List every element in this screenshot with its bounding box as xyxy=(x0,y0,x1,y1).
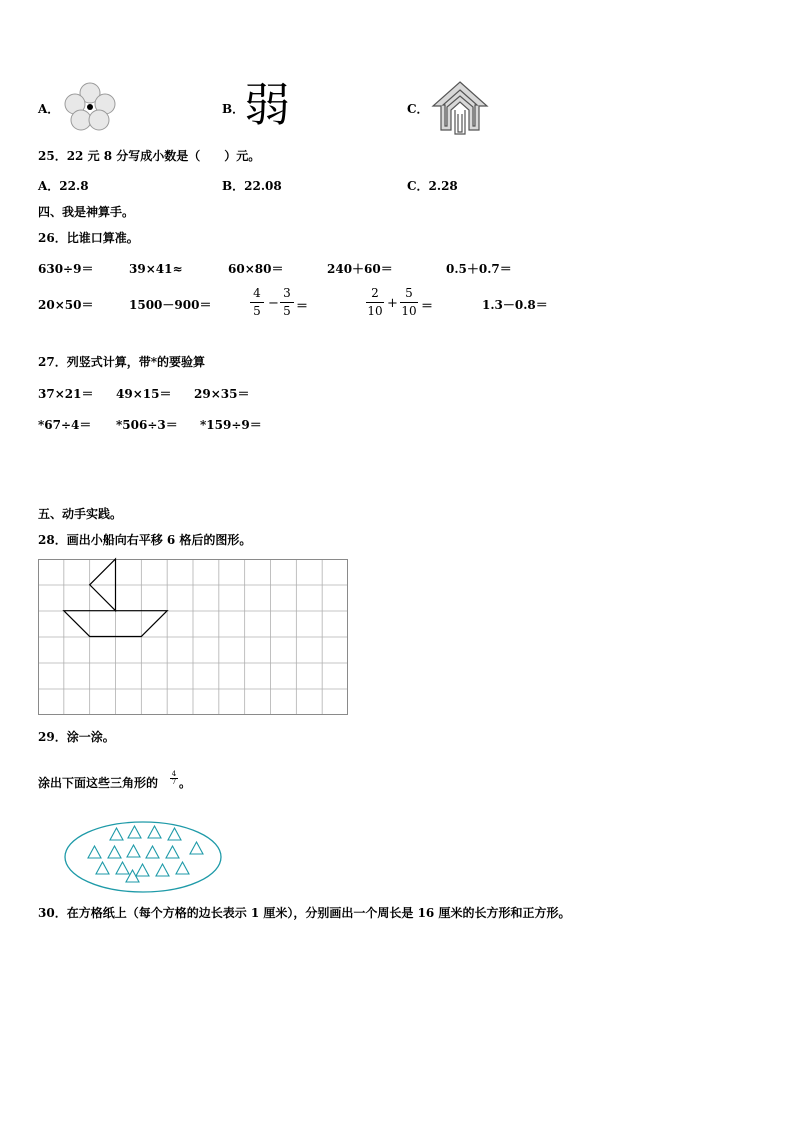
triangle xyxy=(156,864,169,876)
q25-option-a: A．22.8 xyxy=(38,179,89,193)
q25-question: 25．22 元 8 分写成小数是（ ）元。 xyxy=(38,149,261,163)
weak-character: 弱 xyxy=(244,78,290,132)
triangle xyxy=(96,862,109,874)
q27-expr-3: 29×35＝ xyxy=(194,387,250,401)
equals-sign: ＝ xyxy=(421,299,434,313)
triangle xyxy=(168,828,181,840)
triangle xyxy=(127,845,140,857)
option-c-label: C． xyxy=(407,102,429,116)
q26-expr-2: 39×41≈ xyxy=(129,262,183,276)
boat-grid xyxy=(38,559,348,715)
q26-expr-4: 240＋60＝ xyxy=(327,262,393,276)
fraction-4-5: $\frac{4}{5}$ xyxy=(250,287,264,318)
triangle xyxy=(176,862,189,874)
fraction-2-10: $\frac{2}{10}$ xyxy=(367,286,383,318)
q27-expr-6: *159÷9＝ xyxy=(200,418,262,432)
minus-sign: − xyxy=(268,296,279,311)
q29-instruction: 涂出下面这些三角形的 xyxy=(38,776,159,790)
option-a-label: A． xyxy=(38,102,60,116)
triangle xyxy=(190,842,203,854)
q27-expr-2: 49×15＝ xyxy=(116,387,172,401)
fraction-5-10: $\frac{5}{10}$ xyxy=(401,286,417,318)
equals-sign: ＝ xyxy=(296,299,309,313)
q25-option-b: B．22.08 xyxy=(222,179,282,193)
q26-expr-6: 20×50＝ xyxy=(38,298,94,312)
q26-expr-3: 60×80＝ xyxy=(228,262,284,276)
triangle xyxy=(116,862,129,874)
q26-expr-1: 630÷9＝ xyxy=(38,262,94,276)
triangle xyxy=(146,846,159,858)
q28-title: 28．画出小船向右平移 6 格后的图形。 xyxy=(38,533,252,547)
triangles-ellipse xyxy=(64,820,224,896)
section-4-title: 四、我是神算手。 xyxy=(38,205,135,219)
triangle xyxy=(108,846,121,858)
plus-sign: + xyxy=(387,296,398,311)
triangle xyxy=(110,828,123,840)
triangle xyxy=(128,826,141,838)
section-5-title: 五、动手实践。 xyxy=(38,507,123,521)
q26-expr-10: 1.3－0.8＝ xyxy=(482,298,548,312)
q26-title: 26．比谁口算准。 xyxy=(38,231,139,245)
q27-expr-5: *506÷3＝ xyxy=(116,418,178,432)
q29-end-punct: 。 xyxy=(179,776,192,790)
small-fraction: 4 7 xyxy=(171,770,177,786)
q25-option-c: C．2.28 xyxy=(407,179,458,193)
maze-symbol-figure xyxy=(431,80,489,136)
flower-figure xyxy=(62,82,118,132)
triangle xyxy=(166,846,179,858)
q29-title: 29．涂一涂。 xyxy=(38,730,115,744)
q30-title: 30．在方格纸上（每个方格的边长表示 1 厘米），分别画出一个周长是 16 厘米的长方形和正方形。 xyxy=(38,906,571,920)
q27-expr-1: 37×21＝ xyxy=(38,387,94,401)
q26-expr-5: 0.5＋0.7＝ xyxy=(446,262,512,276)
triangle xyxy=(88,846,101,858)
q27-title: 27．列竖式计算，带*的要验算 xyxy=(38,355,205,369)
fraction-3-5: $\frac{3}{5}$ xyxy=(280,287,294,318)
option-b-label: B． xyxy=(222,102,245,116)
q27-expr-4: *67÷4＝ xyxy=(38,418,92,432)
q26-expr-7: 1500－900＝ xyxy=(129,298,212,312)
triangle xyxy=(148,826,161,838)
triangle xyxy=(136,864,149,876)
